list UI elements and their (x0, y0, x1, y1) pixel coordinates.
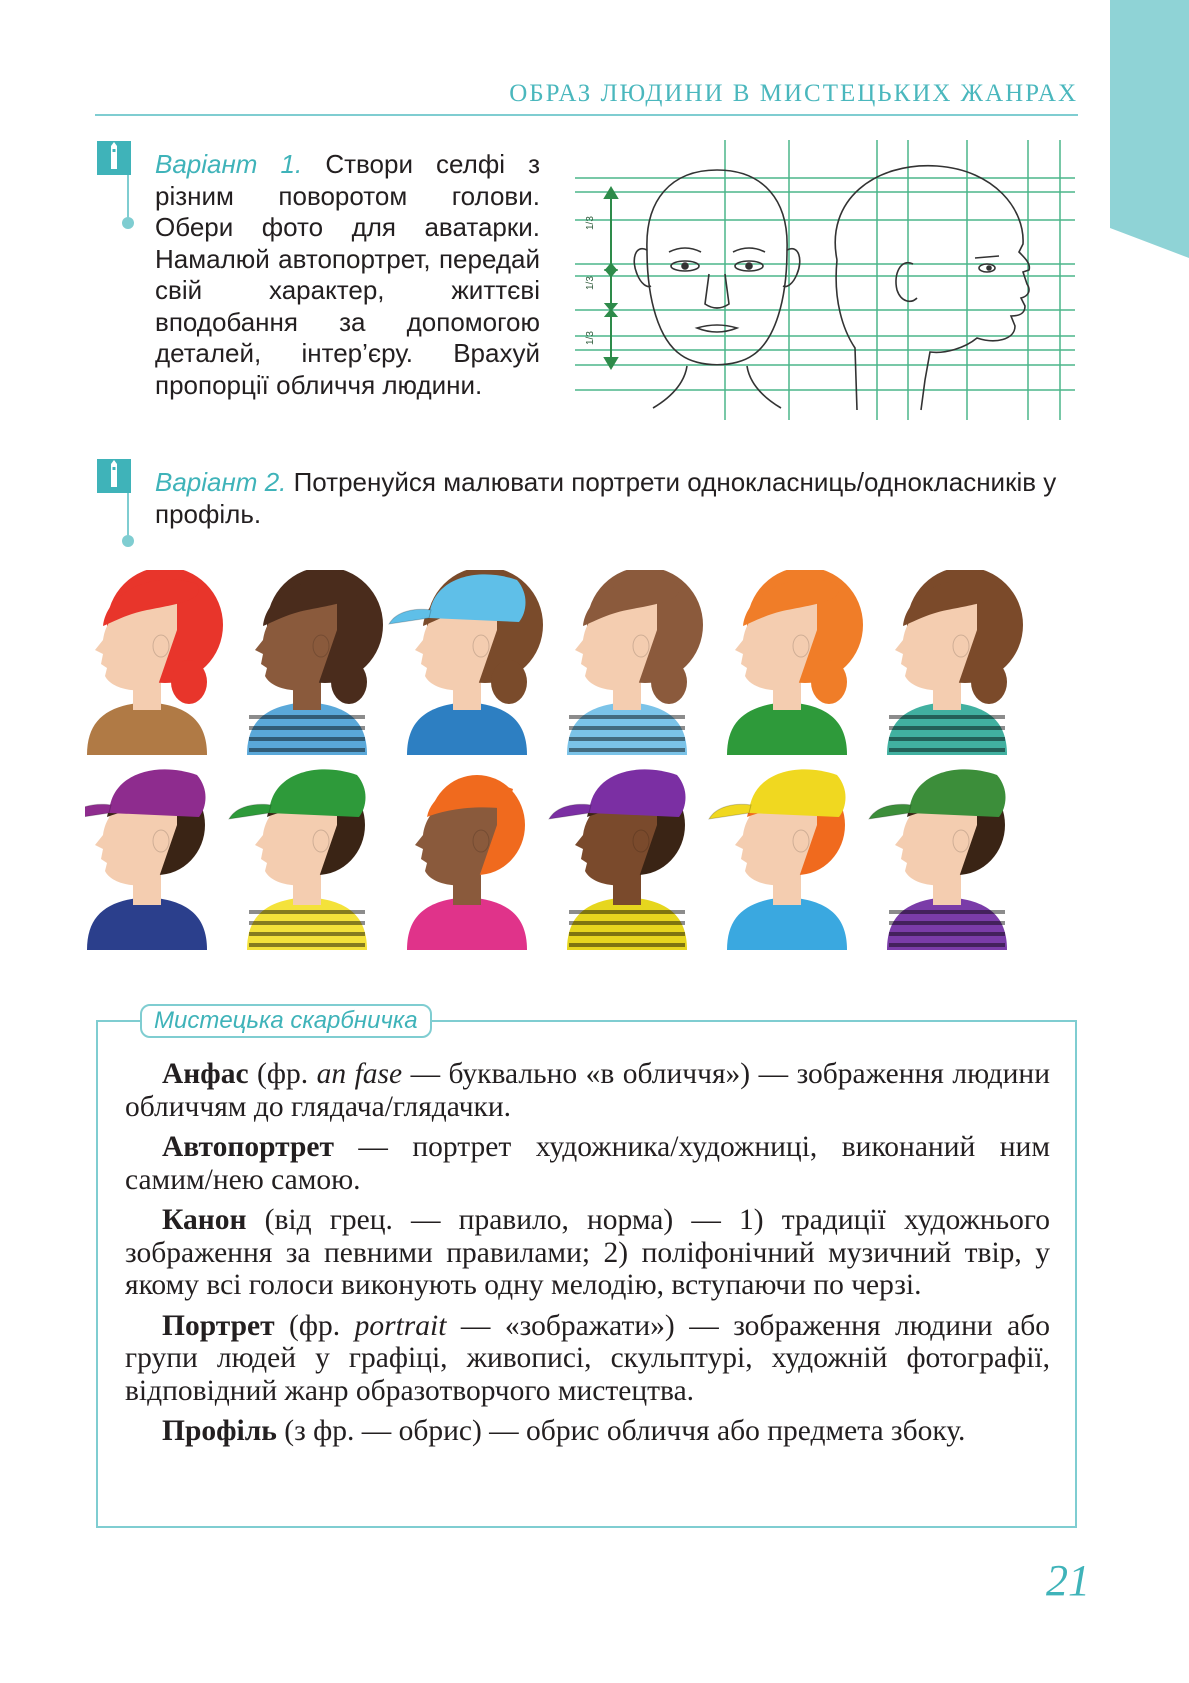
pencil-icon (97, 141, 131, 175)
pencil-icon (97, 459, 131, 493)
boy-profile-head (869, 769, 1007, 950)
girls-profiles-illustration (85, 570, 1095, 755)
glossary-term: Профіль (162, 1415, 277, 1447)
task-badge-1 (97, 141, 131, 175)
glossary-term: Автопортрет (162, 1131, 334, 1163)
corner-tab (1110, 0, 1189, 258)
boy-profile-head (85, 769, 207, 950)
boy-profile-head (229, 769, 367, 950)
boy-profile-head (709, 769, 847, 950)
task-marker-1 (97, 141, 137, 231)
glossary-entry (125, 1204, 1050, 1302)
face-front-drawing (634, 170, 800, 408)
glossary-definition: — буквально «в обличчя») — зображення людини обличчям до глядача/глядачки. (125, 1058, 1050, 1123)
glossary-origin-prefix: (фр. (248, 1058, 317, 1090)
task-2-text (155, 467, 1080, 530)
girl-profile-head (567, 570, 703, 755)
boys-profiles-illustration (85, 765, 1095, 950)
task-2-body: Потренуйся малювати портрети однокласниць/однокласників у профіль. (155, 467, 1057, 529)
third-label-bottom: 1/3 (585, 331, 596, 345)
running-title: ОБРАЗ ЛЮДИНИ В МИСТЕЦЬКИХ ЖАНРАХ (509, 80, 1078, 107)
glossary-origin-prefix: (фр. (274, 1309, 355, 1342)
third-label-top: 1/3 (585, 216, 596, 230)
glossary-term: Анфас (162, 1058, 249, 1090)
girl-profile-head (247, 570, 383, 755)
girl-profile-head (887, 570, 1023, 755)
girl-profile-head (87, 570, 223, 755)
glossary-definition: — портрет художника/художниці, виконаний ним самим/нею самою. (125, 1131, 1050, 1196)
glossary (125, 1058, 1050, 1456)
task-stem-1 (127, 175, 129, 219)
glossary-entry (125, 1310, 1050, 1408)
girl-profile-head (389, 570, 543, 755)
task-1-text (155, 149, 540, 401)
art-treasury-label: Мистецька скарбничка (140, 1004, 432, 1038)
task-1-body: Створи селфі з різним поворотом голови. Обери фото для аватарки. Намалюй автопортрет, передай свій характер, життєві вподобання за допомогою деталей, інтер’єру. Врахуй пропорції обличчя людини. (155, 149, 540, 400)
glossary-term: Портрет (162, 1309, 275, 1342)
face-profile-drawing (835, 166, 1029, 410)
face-proportions-figure (575, 140, 1085, 420)
glossary-entry (125, 1415, 1050, 1448)
boy-profile-head (549, 769, 687, 950)
glossary-entry (125, 1131, 1050, 1196)
task-1-label: Варіант 1. (155, 149, 303, 179)
task-dot-2 (122, 535, 134, 547)
task-dot-1 (122, 217, 134, 229)
page-number: 21 (1046, 1556, 1090, 1605)
task-badge-2 (97, 459, 131, 493)
glossary-entry (125, 1058, 1050, 1123)
glossary-source-word: portrait (354, 1309, 447, 1342)
girl-profile-head (727, 570, 863, 755)
glossary-definition: (з фр. — обрис) — обрис обличчя або предмета збоку. (276, 1415, 966, 1447)
task-marker-2 (97, 459, 137, 549)
glossary-definition: (від грец. — правило, норма) — 1) традиції художнього зображення за певними правилами; 2) поліфонічний музичний твір, у якому всі голоси виконують одну мелодію, вступаючи по черзі. (125, 1204, 1050, 1301)
task-stem-2 (127, 493, 129, 537)
task-2-label: Варіант 2. (155, 467, 287, 497)
boy-profile-head (407, 775, 527, 950)
third-label-middle: 1/3 (585, 276, 596, 290)
glossary-source-word: an fase (316, 1058, 403, 1090)
glossary-definition: — «зображати») — зображення людини або групи людей у графіці, живописі, скульптурі, художній фотографії, відповідний жанр образотворчого мистецтва. (125, 1309, 1050, 1407)
header-rule (95, 114, 1078, 116)
glossary-term: Канон (162, 1204, 247, 1236)
